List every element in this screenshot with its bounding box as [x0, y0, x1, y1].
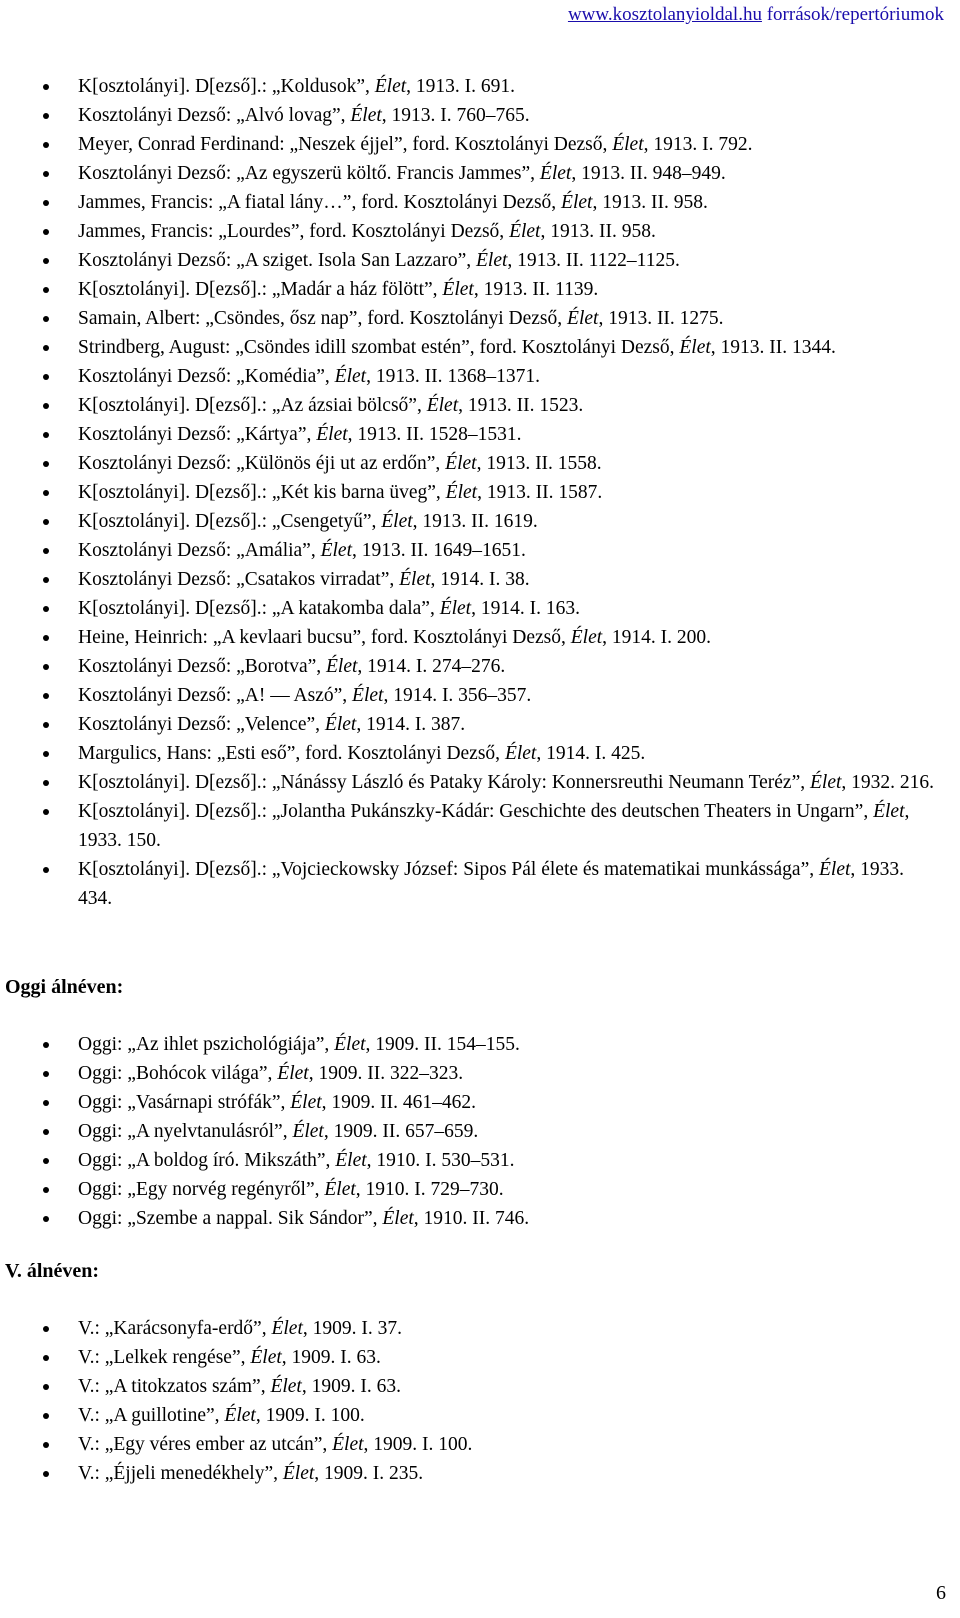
- list-item: [0, 188, 940, 217]
- entry-text: K[osztolányi]. D[ezső].: „Jolantha Pukánszky-Kádár: Geschichte des deutschen Theaters in Ungarn”,: [78, 801, 874, 822]
- bibliography-list-oggi: [0, 1030, 940, 1233]
- entry-citation: , 1909. I. 63.: [281, 1347, 381, 1368]
- bibliography-list-v: [0, 1314, 940, 1488]
- journal-title: Élet: [290, 1092, 322, 1113]
- journal-title: Élet: [320, 540, 352, 561]
- entry-citation: , 1909. I. 37.: [302, 1318, 402, 1339]
- entry-text: Kosztolányi Dezső: „Komédia”,: [78, 366, 335, 387]
- journal-title: Élet: [612, 134, 644, 155]
- journal-title: Élet: [873, 801, 905, 822]
- journal-title: Élet: [271, 1318, 303, 1339]
- list-item: [0, 1088, 940, 1117]
- entry-citation: , 1933. 150.: [78, 801, 910, 851]
- list-item: [0, 362, 940, 391]
- section-path: források/repertóriumok: [766, 4, 944, 25]
- list-item: [0, 101, 940, 130]
- list-item: [0, 130, 940, 159]
- entry-text: V.: „A titokzatos szám”,: [78, 1376, 271, 1397]
- entry-citation: , 1913. II. 958.: [540, 221, 656, 242]
- journal-title: Élet: [445, 453, 477, 474]
- entry-citation: , 1909. II. 322–323.: [308, 1063, 464, 1084]
- list-item: [0, 594, 940, 623]
- journal-title: Élet: [382, 1208, 414, 1229]
- section-title-v: V. álnéven:: [5, 1260, 100, 1282]
- list-item: [0, 246, 940, 275]
- list-item: [0, 275, 940, 304]
- entry-citation: , 1910. II. 746.: [413, 1208, 530, 1229]
- list-item: [0, 739, 940, 768]
- journal-title: Élet: [324, 714, 357, 735]
- journal-title: Élet: [539, 163, 572, 184]
- journal-title: Élet: [334, 1034, 366, 1055]
- journal-title: Élet: [292, 1121, 324, 1142]
- journal-title: Élet: [350, 105, 382, 126]
- entry-text: Kosztolányi Dezső: „Amália”,: [78, 540, 321, 561]
- list-item: [0, 333, 940, 362]
- list-item: [0, 855, 940, 913]
- journal-title: Élet: [224, 1405, 256, 1426]
- journal-title: Élet: [352, 685, 384, 706]
- entry-text: Heine, Heinrich: „A kevlaari bucsu”, ford. Kosztolányi Dezső,: [78, 627, 571, 648]
- entry-text: Oggi: „Szembe a nappal. Sik Sándor”,: [78, 1208, 383, 1229]
- journal-title: Élet: [504, 743, 537, 764]
- entry-citation: , 1914. I. 163.: [471, 598, 580, 619]
- entry-citation: , 1913. II. 1619.: [412, 511, 538, 532]
- journal-title: Élet: [476, 250, 508, 271]
- entry-text: Meyer, Conrad Ferdinand: „Neszek éjjel”, ford. Kosztolányi Dezső,: [78, 134, 613, 155]
- list-item: [0, 420, 940, 449]
- entry-text: Kosztolányi Dezső: „Kártya”,: [78, 424, 317, 445]
- journal-title: Élet: [818, 859, 851, 880]
- list-item: [0, 304, 940, 333]
- list-item: [0, 1430, 940, 1459]
- entry-text: Samain, Albert: „Csöndes, ősz nap”, ford. Kosztolányi Dezső,: [78, 308, 568, 329]
- entry-text: Kosztolányi Dezső: „Alvó lovag”,: [78, 105, 351, 126]
- list-item: [0, 1459, 940, 1488]
- list-item: [0, 681, 940, 710]
- entry-text: K[osztolányi]. D[ezső].: „Nánássy László és Pataky Károly: Konnersreuthi Neumann Teréz”,: [78, 772, 810, 793]
- journal-title: Élet: [335, 1150, 367, 1171]
- entry-text: Kosztolányi Dezső: „Különös éji ut az erdőn”,: [78, 453, 446, 474]
- journal-title: Élet: [324, 1179, 356, 1200]
- entry-text: Jammes, Francis: „Lourdes”, ford. Kosztolányi Dezső,: [78, 221, 510, 242]
- entry-citation: , 1909. I. 100.: [363, 1434, 473, 1455]
- list-item: [0, 1372, 940, 1401]
- entry-text: Kosztolányi Dezső: „Az egyszerü költő. Francis Jammes”,: [78, 163, 540, 184]
- entry-citation: , 1913. II. 1275.: [598, 308, 724, 329]
- entry-citation: , 1913. II. 1122–1125.: [507, 250, 680, 271]
- journal-title: Élet: [277, 1063, 309, 1084]
- entry-citation: , 1914. I. 356–357.: [383, 685, 532, 706]
- journal-title: Élet: [332, 1434, 364, 1455]
- entry-citation: , 1913. I. 760–765.: [381, 105, 530, 126]
- entry-text: K[osztolányi]. D[ezső].: „Két kis barna üveg”,: [78, 482, 446, 503]
- entry-citation: , 1909. II. 657–659.: [323, 1121, 479, 1142]
- journal-title: Élet: [679, 337, 711, 358]
- journal-title: Élet: [282, 1463, 315, 1484]
- entry-citation: , 1909. I. 100.: [255, 1405, 365, 1426]
- journal-title: Élet: [570, 627, 603, 648]
- entry-text: K[osztolányi]. D[ezső].: „A katakomba dala”,: [78, 598, 440, 619]
- list-item: [0, 1030, 940, 1059]
- list-item: [0, 449, 940, 478]
- list-item: [0, 652, 940, 681]
- entry-text: K[osztolányi]. D[ezső].: „Az ázsiai bölcső”,: [78, 395, 427, 416]
- journal-title: Élet: [442, 279, 474, 300]
- entry-citation: , 1913. II. 1649–1651.: [352, 540, 526, 561]
- entry-text: K[osztolányi]. D[ezső].: „Koldusok”,: [78, 76, 375, 97]
- section-title-oggi: Oggi álnéven:: [5, 976, 124, 998]
- list-item: [0, 1146, 940, 1175]
- list-item: [0, 565, 940, 594]
- list-item: [0, 159, 940, 188]
- site-link[interactable]: www.kosztolanyioldal.hu: [567, 4, 762, 25]
- journal-title: Élet: [270, 1376, 302, 1397]
- entry-citation: , 1909. I. 63.: [301, 1376, 401, 1397]
- entry-text: Kosztolányi Dezső: „Csatakos virradat”,: [78, 569, 400, 590]
- entry-citation: , 1913. II. 1587.: [477, 482, 603, 503]
- journal-title: Élet: [445, 482, 478, 503]
- entry-citation: , 1913. II. 1139.: [473, 279, 599, 300]
- list-item: [0, 1314, 940, 1343]
- entry-text: K[osztolányi]. D[ezső].: „Vojcieckowsky József: Sipos Pál élete és matematikai munkássága”,: [78, 859, 819, 880]
- entry-text: K[osztolányi]. D[ezső].: „Csengetyű”,: [78, 511, 382, 532]
- list-item: [0, 710, 940, 739]
- entry-citation: , 1913. II. 1344.: [710, 337, 836, 358]
- entry-text: Oggi: „Bohócok világa”,: [78, 1063, 278, 1084]
- entry-citation: , 1913. I. 691.: [406, 76, 516, 97]
- entry-citation: , 1913. II. 948–949.: [571, 163, 726, 184]
- entry-citation: , 1910. I. 530–531.: [366, 1150, 515, 1171]
- entry-text: Jammes, Francis: „A fiatal lány…”, ford. Kosztolányi Dezső,: [78, 192, 562, 213]
- journal-title: Élet: [316, 424, 348, 445]
- journal-title: Élet: [439, 598, 472, 619]
- entry-text: Kosztolányi Dezső: „A sziget. Isola San Lazzaro”,: [78, 250, 476, 271]
- entry-citation: , 1914. I. 387.: [356, 714, 466, 735]
- journal-title: Élet: [561, 192, 593, 213]
- entry-citation: , 1932. 216.: [841, 772, 935, 793]
- entry-text: Kosztolányi Dezső: „Borotva”,: [78, 656, 327, 677]
- entry-citation: , 1914. I. 274–276.: [357, 656, 506, 677]
- bibliography-list-kosztolanyi: [0, 72, 940, 913]
- entry-citation: , 1913. II. 958.: [592, 192, 708, 213]
- list-item: [0, 623, 940, 652]
- list-item: [0, 1117, 940, 1146]
- entry-text: Margulics, Hans: „Esti eső”, ford. Kosztolányi Dezső,: [78, 743, 505, 764]
- journal-title: Élet: [399, 569, 431, 590]
- entry-text: Kosztolányi Dezső: „Velence”,: [78, 714, 325, 735]
- entry-citation: , 1914. I. 38.: [430, 569, 530, 590]
- page-header: [568, 4, 944, 26]
- entry-text: V.: „Egy véres ember az utcán”,: [78, 1434, 333, 1455]
- list-item: [0, 507, 940, 536]
- journal-title: Élet: [334, 366, 367, 387]
- entry-citation: , 1913. II. 1368–1371.: [366, 366, 540, 387]
- journal-title: Élet: [326, 656, 358, 677]
- list-item: [0, 768, 940, 797]
- journal-title: Élet: [567, 308, 599, 329]
- page-number: 6: [936, 1582, 946, 1604]
- entry-citation: , 1914. I. 425.: [536, 743, 646, 764]
- journal-title: Élet: [250, 1347, 282, 1368]
- entry-text: V.: „Lelkek rengése”,: [78, 1347, 251, 1368]
- entry-citation: , 1909. II. 154–155.: [365, 1034, 520, 1055]
- entry-text: Oggi: „Az ihlet pszichológiája”,: [78, 1034, 335, 1055]
- entry-citation: , 1913. II. 1523.: [458, 395, 584, 416]
- entry-citation: , 1910. I. 729–730.: [355, 1179, 504, 1200]
- list-item: [0, 217, 940, 246]
- entry-text: Oggi: „Egy norvég regényről”,: [78, 1179, 325, 1200]
- list-item: [0, 1059, 940, 1088]
- list-item: [0, 1175, 940, 1204]
- entry-citation: , 1933. 434.: [78, 859, 905, 909]
- entry-text: V.: „Karácsonyfa-erdő”,: [78, 1318, 272, 1339]
- entry-text: Kosztolányi Dezső: „A! — Aszó”,: [78, 685, 353, 706]
- list-item: [0, 1343, 940, 1372]
- journal-title: Élet: [509, 221, 541, 242]
- list-item: [0, 1204, 940, 1233]
- entry-text: Strindberg, August: „Csöndes idill szombat estén”, ford. Kosztolányi Dezső,: [78, 337, 680, 358]
- entry-citation: , 1909. II. 461–462.: [321, 1092, 477, 1113]
- list-item: [0, 536, 940, 565]
- entry-text: V.: „Éjjeli menedékhely”,: [78, 1463, 283, 1484]
- journal-title: Élet: [374, 76, 407, 97]
- journal-title: Élet: [810, 772, 842, 793]
- entry-text: Oggi: „A boldog író. Mikszáth”,: [78, 1150, 336, 1171]
- list-item: [0, 391, 940, 420]
- list-item: [0, 797, 940, 855]
- entry-citation: , 1909. I. 235.: [314, 1463, 424, 1484]
- entry-citation: , 1913. II. 1528–1531.: [347, 424, 522, 445]
- journal-title: Élet: [426, 395, 459, 416]
- list-item: [0, 72, 940, 101]
- entry-text: V.: „A guillotine”,: [78, 1405, 225, 1426]
- entry-text: K[osztolányi]. D[ezső].: „Madár a ház fölött”,: [78, 279, 443, 300]
- entry-citation: , 1913. I. 792.: [643, 134, 753, 155]
- list-item: [0, 1401, 940, 1430]
- journal-title: Élet: [381, 511, 413, 532]
- list-item: [0, 478, 940, 507]
- entry-citation: , 1914. I. 200.: [602, 627, 712, 648]
- entry-text: Oggi: „Vasárnapi strófák”,: [78, 1092, 291, 1113]
- entry-text: Oggi: „A nyelvtanulásról”,: [78, 1121, 293, 1142]
- entry-citation: , 1913. II. 1558.: [476, 453, 602, 474]
